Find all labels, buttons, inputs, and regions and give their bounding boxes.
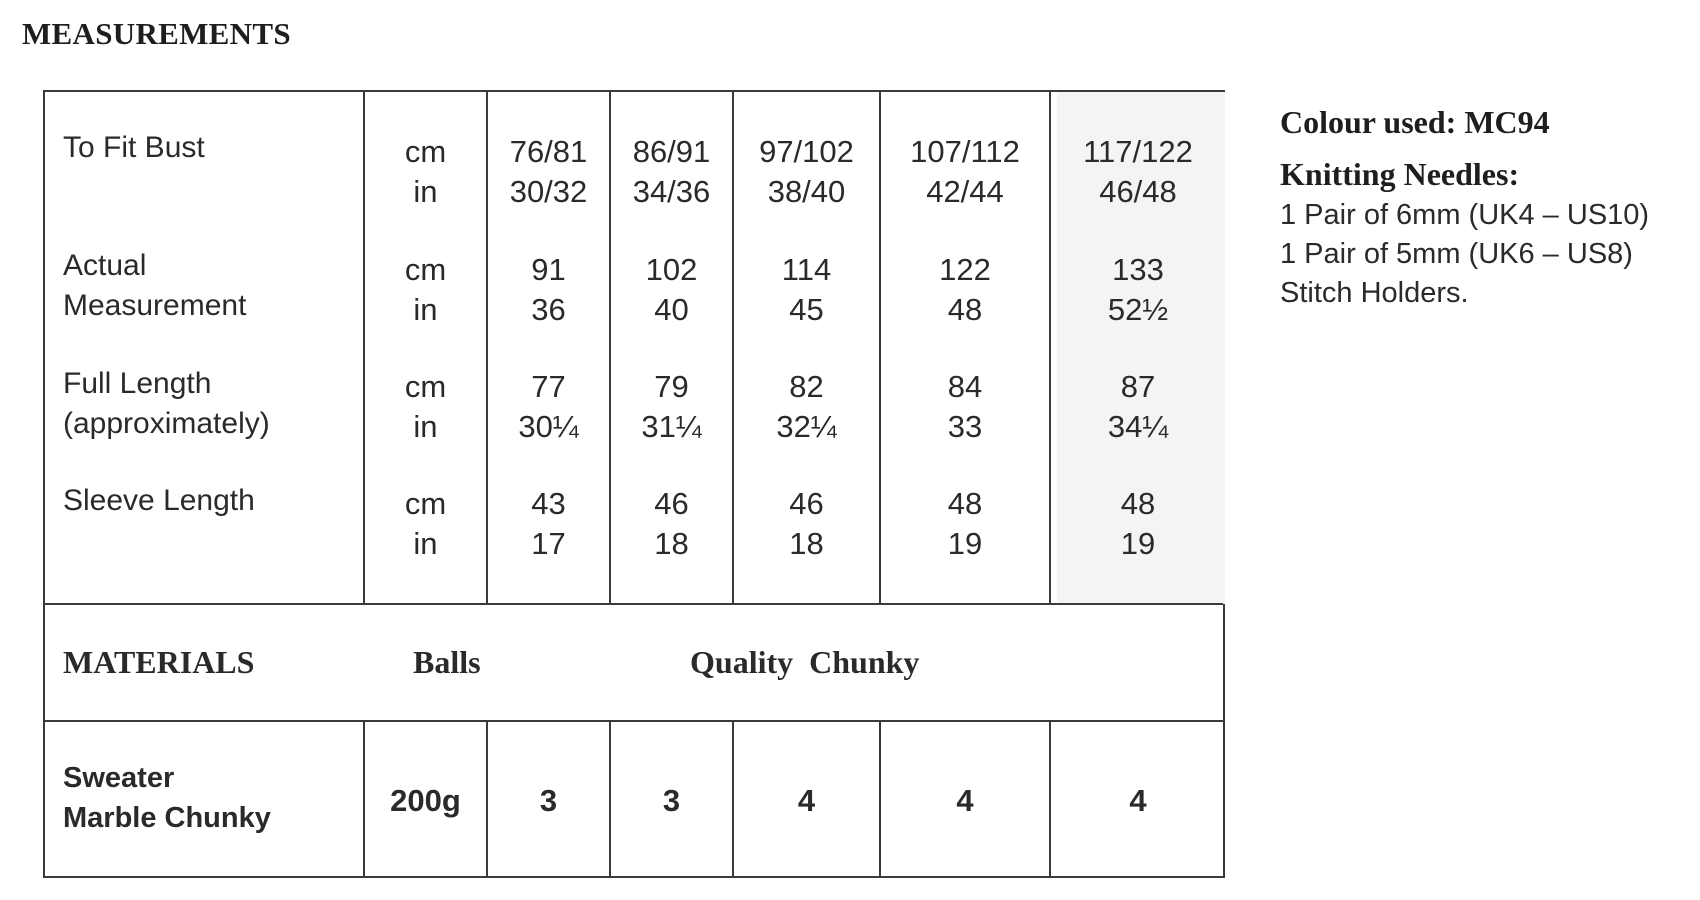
row-label-actual-measurement: Actual Measurement <box>63 249 247 322</box>
ball-count-cell: 4 <box>797 783 816 818</box>
ball-count-cell: 3 <box>539 783 558 818</box>
needle-item: 1 Pair of 6mm (UK4 – US10) <box>1280 199 1650 231</box>
size-cell: 46 18 <box>654 486 689 561</box>
unit-cell: cm in <box>404 369 447 444</box>
size-cell: 76/81 30/32 <box>509 134 588 209</box>
size-cell: 91 36 <box>531 252 566 327</box>
sweater-label: Sweater Marble Chunky <box>63 762 271 834</box>
row-label-full-length: Full Length (approximately) <box>63 367 270 440</box>
size-cell: 114 45 <box>781 252 832 327</box>
size-cell: 97/102 38/40 <box>759 134 854 209</box>
materials-label: MATERIALS <box>63 644 255 680</box>
size-cell: 48 19 <box>947 486 983 561</box>
ball-count-cell: 4 <box>1129 783 1147 818</box>
unit-cell: cm in <box>404 134 447 209</box>
size-cell: 122 48 <box>939 252 991 327</box>
size-cell: 87 34¼ <box>1107 369 1169 444</box>
unit-cell: cm in <box>404 252 447 327</box>
ball-count-cell: 4 <box>956 783 974 818</box>
row-label-to-fit-bust: To Fit Bust <box>63 131 205 164</box>
materials-info-panel <box>1280 100 1690 313</box>
size-cell: 46 18 <box>789 486 824 561</box>
size-cell: 77 30¼ <box>518 369 579 444</box>
balls-label: Balls <box>413 644 481 680</box>
knitting-needles-heading: Knitting Needles: <box>1280 156 1520 192</box>
size-cell: 86/91 34/36 <box>632 134 711 209</box>
size-cell: 117/122 46/48 <box>1083 134 1193 209</box>
size-cell: 107/112 42/44 <box>910 134 1020 209</box>
size-cell: 102 40 <box>645 252 698 327</box>
ball-count-cell: 3 <box>662 783 681 818</box>
quality-label: Quality Chunky <box>690 644 920 680</box>
colour-used: Colour used: MC94 <box>1280 104 1550 140</box>
measurements-table <box>43 90 1225 878</box>
size-cell: 133 52½ <box>1107 252 1169 327</box>
unit-cell: cm in <box>404 486 447 561</box>
needle-item: Stitch Holders. <box>1280 277 1469 309</box>
row-divider <box>45 603 1223 605</box>
size-cell: 43 17 <box>531 486 566 561</box>
size-cell: 84 33 <box>947 369 983 444</box>
row-label-sleeve-length: Sleeve Length <box>63 484 255 517</box>
needle-item: 1 Pair of 5mm (UK6 – US8) <box>1280 238 1633 270</box>
size-cell: 79 31¼ <box>641 369 702 444</box>
row-divider <box>45 720 1223 722</box>
size-cell: 48 19 <box>1120 486 1156 561</box>
ball-weight-cell: 200g <box>390 783 461 818</box>
size-cell: 82 32¼ <box>776 369 837 444</box>
page-title: MEASUREMENTS <box>22 16 291 51</box>
